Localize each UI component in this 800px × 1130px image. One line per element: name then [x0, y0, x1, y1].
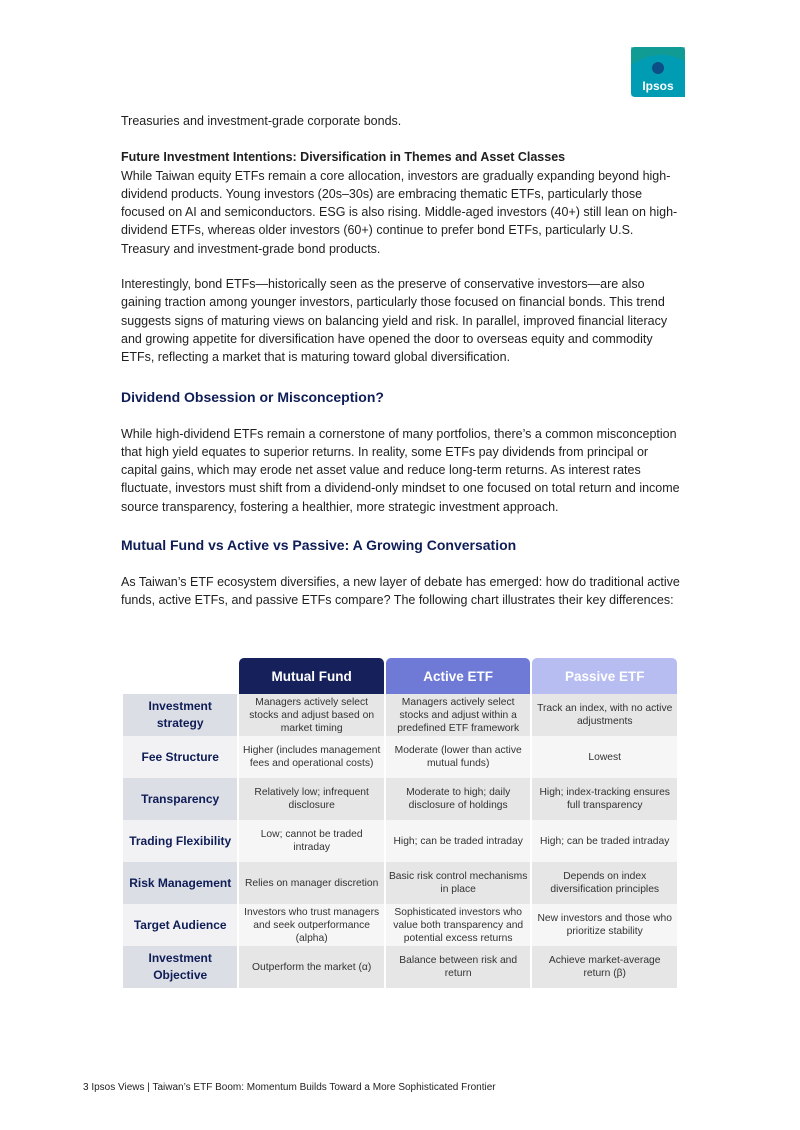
mutual-paragraph: As Taiwan’s ETF ecosystem diversifies, a new layer of debate has emerged: how do traditional active funds, active ETFs, and passive ETFs compare? The following chart illustrates their key differences:: [121, 575, 680, 608]
intro-line: Treasuries and investment-grade corporate bonds.: [121, 114, 402, 128]
mutual-heading: Mutual Fund vs Active vs Passive: A Growing Conversation: [121, 537, 517, 554]
future-paragraph-2: Interestingly, bond ETFs—historically seen as the preserve of conservative investors—are also gaining traction among younger investors, particularly those focused on financial bonds. This trend suggests signs of maturing views on balancing yield and risk. In parallel, improved financial literacy and growing appetite for diversification have opened the door to overseas equity and commodity ETFs, reflecting a market that is maturing toward global diversification.: [121, 277, 668, 365]
table-row: [123, 820, 677, 862]
table-cell: Moderate (lower than active mutual funds): [386, 736, 531, 778]
table-cell: Managers actively select stocks and adjust based on market timing: [239, 694, 384, 736]
table-cell: Relatively low; infrequent disclosure: [239, 778, 384, 820]
table-corner: [123, 658, 237, 694]
table-cell: Track an index, with no active adjustments: [532, 694, 677, 736]
table-cell: Outperform the market (α): [239, 946, 384, 988]
comparison-table: [121, 658, 679, 988]
table-cell: Relies on manager discretion: [239, 862, 384, 904]
table-cell: High; can be traded intraday: [386, 820, 531, 862]
row-label: Trading Flexibility: [123, 820, 237, 862]
table-row: [123, 736, 677, 778]
table-cell: Sophisticated investors who value both transparency and potential excess returns: [386, 904, 531, 946]
table-cell: Achieve market-average return (β): [532, 946, 677, 988]
table-cell: High; can be traded intraday: [532, 820, 677, 862]
table-cell: Managers actively select stocks and adjust within a predefined ETF framework: [386, 694, 531, 736]
table-row: [123, 778, 677, 820]
table-cell: Balance between risk and return: [386, 946, 531, 988]
future-paragraph-1: While Taiwan equity ETFs remain a core allocation, investors are gradually expanding beyond high-dividend products. Young investors (20s–30s) are embracing thematic ETFs, particularly those focused on AI and semiconductors. ESG is also rising. Middle-aged investors (40+) still lean on high-dividend ETFs, whereas older investors (60+) continue to prefer bond ETFs, particularly U.S. Treasury and investment-grade bond products.: [121, 168, 678, 256]
column-header-passive-etf: Passive ETF: [532, 658, 677, 694]
table-row: [123, 694, 677, 736]
column-header-mutual-fund: Mutual Fund: [239, 658, 384, 694]
row-label: Transparency: [123, 778, 237, 820]
table-cell: Lowest: [532, 736, 677, 778]
table-cell: Depends on index diversification principles: [532, 862, 677, 904]
row-label: Fee Structure: [123, 736, 237, 778]
logo-text: Ipsos: [642, 79, 674, 93]
row-label: Investment Objective: [123, 946, 237, 988]
table-row: [123, 946, 677, 988]
table-cell: Investors who trust managers and seek outperformance (alpha): [239, 904, 384, 946]
ipsos-logo: [631, 47, 685, 97]
row-label: Risk Management: [123, 862, 237, 904]
table-cell: Higher (includes management fees and operational costs): [239, 736, 384, 778]
table-cell: New investors and those who prioritize stability: [532, 904, 677, 946]
column-header-active-etf: Active ETF: [386, 658, 531, 694]
dividend-heading: Dividend Obsession or Misconception?: [121, 388, 384, 405]
table-cell: High; index-tracking ensures full transparency: [532, 778, 677, 820]
table-cell: Low; cannot be traded intraday: [239, 820, 384, 862]
main-content: [121, 112, 681, 610]
future-heading: Future Investment Intentions: Diversification in Themes and Asset Classes: [121, 150, 566, 165]
table-cell: Moderate to high; daily disclosure of holdings: [386, 778, 531, 820]
page-footer: 3 Ipsos Views | Taiwan’s ETF Boom: Momentum Builds Toward a More Sophisticated Frontier: [83, 1082, 496, 1093]
dividend-paragraph: While high-dividend ETFs remain a cornerstone of many portfolios, there’s a common misconception that high yield equates to superior returns. In reality, some ETFs pay dividends from principal or capital gains, which may erode net asset value and reduce long-term returns. As interest rates fluctuate, investors must shift from a dividend-only mindset to one focused on total return and income source transparency, fostering a healthier, more strategic investment approach.: [121, 426, 680, 514]
table-row: [123, 904, 677, 946]
row-label: Investment strategy: [123, 694, 237, 736]
table-cell: Basic risk control mechanisms in place: [386, 862, 531, 904]
table-row: [123, 862, 677, 904]
row-label: Target Audience: [123, 904, 237, 946]
